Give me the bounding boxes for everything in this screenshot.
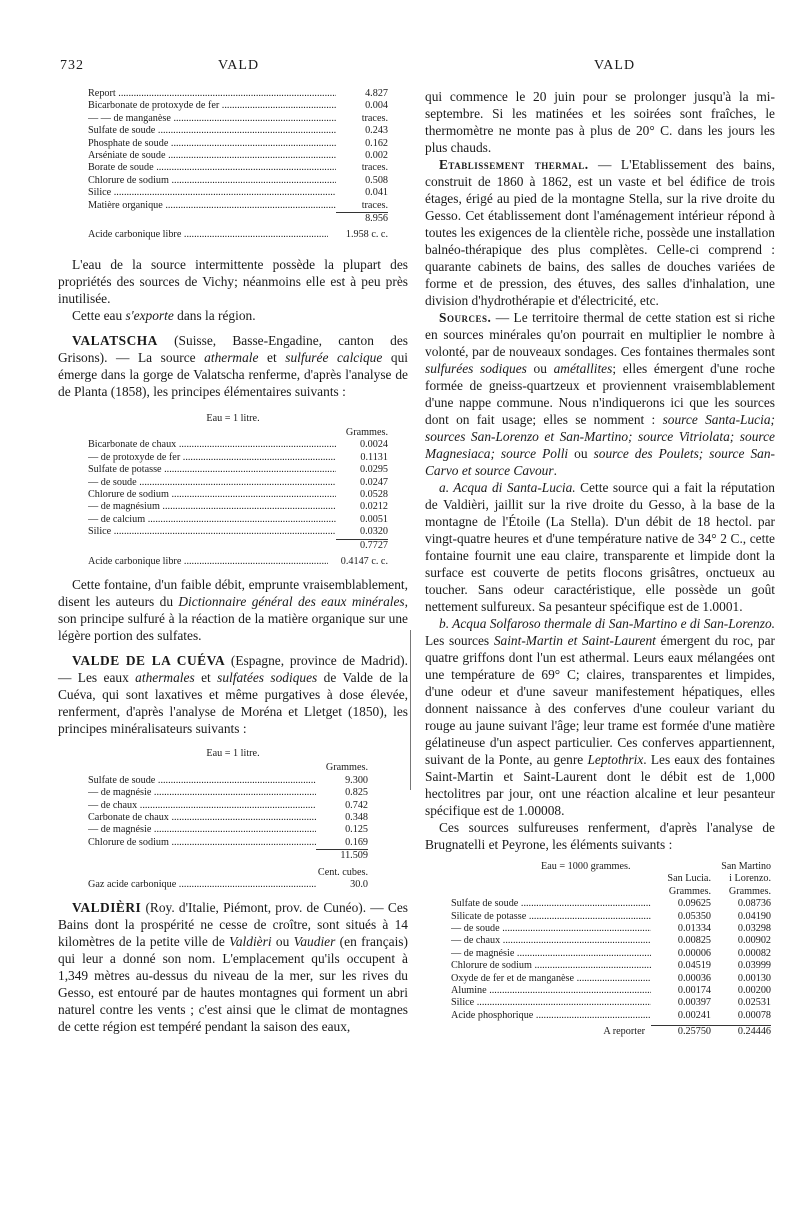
table-row xyxy=(88,464,388,476)
row-value-santa-lucia: 0.01334 xyxy=(677,923,711,935)
table-row xyxy=(451,935,771,947)
table-2-gas-name: Acide carbonique libre ..... xyxy=(88,556,328,568)
entry-valdieri: VALDIÈRI (Roy. d'Italie, Piémont, prov. de Cunéo). — Ces Bains dont la prospérité ne cesse de croître, sont situés à 14 kilomètres de la petite ville de Valdièri ou Vaudier (en français) qui leur a donné son nom. L'emplacement qu'ils occupent à 1,349 mètres au-dessus du niveau de la mer, sur les rives du Gesso, est entouré par de hautes montagnes qui forment un abri naturel contre les vents ; c'est ainsi que le climat de montagnes de cette région est tempéré pendant la saison des eaux, xyxy=(58,900,408,1035)
table-4-col-heads: San Lucia. i Lorenzo. xyxy=(667,873,771,885)
row-value: 0.041 xyxy=(365,187,388,199)
row-label: Sulfate de soude ..... xyxy=(88,125,336,137)
table-3-caption: Eau = 1 litre. xyxy=(206,748,260,760)
table-row xyxy=(451,898,771,910)
table-4-units: Grammes. Grammes. xyxy=(668,885,771,897)
table-row xyxy=(88,187,388,199)
row-value-san-martino: 0.00200 xyxy=(737,985,771,997)
row-value: 0.0051 xyxy=(359,513,388,525)
row-value-san-martino: 0.02531 xyxy=(737,997,771,1009)
row-label: Bicarbonate de chaux ..... xyxy=(88,439,336,451)
section-san-martino: b. Acqua Solfaroso thermale di San-Martino e di San-Lorenzo. Les sources Saint-Martin et Saint-Laurent émergent du roc, par quatre griffons dont l'un est athermal. Leurs eaux mélangées ont une température de 69° C; claires, transparentes et limpides, d'une odeur et d'une saveur manifestement hépatiques, elles donnent naissance à des conferves d'une couleur variant du rouge au jaune suivant l'âge; leur trame est formée d'une matière gélatineuse d'un aspect particulier. Ces conferves appartiennent, suivant de la Ponte, au genre Leptothrix. Les eaux des fontaines Saint-Martin et Saint-Laurent dont le débit est de 1,000 hectolitres par jour, ont une réaction alcaline et leur pesanteur spécifique est de 1.00008. xyxy=(425,616,775,818)
row-value-santa-lucia: 0.04519 xyxy=(677,960,711,972)
table-row xyxy=(88,138,388,150)
table-row xyxy=(451,948,771,960)
table-row xyxy=(88,837,368,849)
table-row xyxy=(88,800,368,812)
table-2-gas-value: 0.4147 c. c. xyxy=(340,555,388,567)
row-value: 0.125 xyxy=(345,824,368,836)
row-label: Carbonate de chaux ..... xyxy=(88,812,316,824)
row-label: Bicarbonate de protoxyde de fer ..... xyxy=(88,100,336,112)
row-label: Sulfate de potasse ..... xyxy=(88,464,336,476)
table-row xyxy=(451,973,771,985)
row-label: — de magnésium ..... xyxy=(88,501,336,513)
table-row xyxy=(88,477,388,489)
row-label: Acide phosphorique ..... xyxy=(451,1010,651,1022)
section-heading: Sources. xyxy=(439,310,492,325)
row-label: — de chaux ..... xyxy=(88,800,316,812)
row-label: Arséniate de soude ..... xyxy=(88,150,336,162)
table-row xyxy=(88,452,388,464)
table-row xyxy=(88,113,388,125)
row-value-santa-lucia: 0.00036 xyxy=(677,972,711,984)
paragraph: Cette fontaine, d'un faible débit, emprunte vraisemblablement, disent les auteurs du Dictionnaire général des eaux minérales, son principe sulfuré à la réaction de la matière organique sur une légère portion des sulfates. xyxy=(58,577,408,644)
row-value: 0.243 xyxy=(365,125,388,137)
table-row xyxy=(88,526,388,538)
row-value: 0.0295 xyxy=(359,464,388,476)
table-1-gas-name: Acide carbonique libre ..... xyxy=(88,229,328,241)
table-row xyxy=(88,162,388,174)
entry-valde-de-la-cueva: VALDE DE LA CUÉVA (Espagne, province de Madrid). — Les eaux athermales et sulfatées sodiques de Valde de la Cuéva, qui sont laxatives et même purgatives à dose élevée, renferment, d'après l'analyse de Moréna et Lletget (1850), les principes minéralisateurs suivants : xyxy=(58,653,409,737)
row-value: 0.002 xyxy=(365,150,388,162)
right-column xyxy=(425,88,775,1039)
table-2-summary xyxy=(88,539,388,569)
table-row xyxy=(88,150,388,162)
table-3-gas-unit: Cent. cubes. xyxy=(317,866,368,878)
table-2-caption: Eau = 1 litre. xyxy=(206,412,260,424)
table-row xyxy=(88,514,388,526)
row-value: 0.0247 xyxy=(359,476,388,488)
section-heading: a. Acqua di Santa-Lucia. xyxy=(439,480,576,495)
table-3-gas-name: Gaz acide carbonique ..... xyxy=(88,879,316,891)
table-row xyxy=(88,501,388,513)
row-value-san-martino: 0.04190 xyxy=(737,910,771,922)
row-label: — de protoxyde de fer ..... xyxy=(88,452,336,464)
entry-heading: VALDIÈRI xyxy=(72,900,142,916)
row-value-san-martino: 0.03999 xyxy=(737,960,771,972)
table-row xyxy=(88,489,388,501)
row-value: traces. xyxy=(361,199,388,211)
row-label: — de soude ..... xyxy=(88,477,336,489)
row-value: traces. xyxy=(361,112,388,124)
row-value: 4.827 xyxy=(365,88,388,99)
table-1-total: 8.956 xyxy=(336,212,388,225)
table-4 xyxy=(451,861,771,1039)
table-1-summary xyxy=(88,212,388,242)
row-label: Silice ..... xyxy=(451,997,651,1009)
row-label: Sulfate de soude ..... xyxy=(88,775,316,787)
row-value: 0.162 xyxy=(365,137,388,149)
row-label: — de soude ..... xyxy=(451,923,651,935)
section-santa-lucia: a. Acqua di Santa-Lucia. Cette source qui a fait la réputation de Valdièri, jaillit sur la rive droite du Gesso, à la base de la montagne de l'Étoile (La Stella). D'un débit de 18 hectol. par vingt-quatre heures et d'une température native de 34° 2 C., cette fontaine fournit une eau claire, transparente et limpide dont la surface est couverte de petits flocons grisâtres, onctueux au toucher. Sans odeur caractéristique, elle possède un goût nettement sulfureux. Sa pesanteur spécifique est de 1.0001. xyxy=(425,480,775,614)
table-3-summary xyxy=(88,849,368,891)
row-value: 0.0212 xyxy=(359,501,388,513)
row-label: Chlorure de sodium ..... xyxy=(451,960,651,972)
table-2-unit-row: Grammes. xyxy=(345,426,388,438)
table-row xyxy=(451,960,771,972)
row-value: 0.1131 xyxy=(360,451,388,463)
row-label: — de calcium ..... xyxy=(88,514,336,526)
table-row xyxy=(88,175,388,187)
table-3-unit-row: Grammes. xyxy=(325,762,368,774)
table-3 xyxy=(88,775,368,849)
row-value: 0.169 xyxy=(345,836,368,848)
row-value-santa-lucia: 0.00006 xyxy=(677,947,711,959)
row-label: Silicate de potasse ..... xyxy=(451,911,651,923)
row-value-santa-lucia: 0.00397 xyxy=(677,997,711,1009)
row-value-santa-lucia: 0.05350 xyxy=(677,910,711,922)
row-value-santa-lucia: 0.00825 xyxy=(677,935,711,947)
table-row xyxy=(88,787,368,799)
paragraph: Cette eau s'exporte dans la région. xyxy=(72,307,256,323)
row-label: — — de manganèse ..... xyxy=(88,113,336,125)
row-label: — de magnésie ..... xyxy=(88,824,316,836)
entry-valatscha: VALATSCHA (Suisse, Basse-Engadine, canton des Grisons). — La source athermale et sulfurée calcique qui émerge dans la gorge de Valatscha renferme, d'après l'analyse de de Planta (1858), les principes élémentaires suivants : xyxy=(58,332,408,399)
row-label: Matière organique ..... xyxy=(88,200,336,212)
table-row xyxy=(88,200,388,212)
row-label: — de magnésie ..... xyxy=(451,948,651,960)
running-title-left: VALD xyxy=(218,58,260,73)
table-1-gas-value: 1.958 c. c. xyxy=(345,229,388,241)
row-value: 0.825 xyxy=(345,787,368,799)
table-row xyxy=(451,911,771,923)
row-value: traces. xyxy=(361,162,388,174)
row-label: Chlorure de sodium ..... xyxy=(88,175,336,187)
section-heading: b. Acqua Solfaroso thermale di San-Martino e di San-Lorenzo. xyxy=(439,616,775,631)
table-2 xyxy=(88,439,388,538)
row-value-san-martino: 0.00082 xyxy=(737,947,771,959)
page-number: 732 xyxy=(60,58,84,73)
row-label: Silice ..... xyxy=(88,526,336,538)
row-value: 9.300 xyxy=(345,774,368,786)
section-heading: Etablissement thermal. xyxy=(439,157,589,172)
table-row xyxy=(88,88,388,100)
row-label: — de chaux ..... xyxy=(451,935,651,947)
table-row xyxy=(88,125,388,137)
table-4-total-row: A reporter 0.25750 0.24446 xyxy=(603,1026,771,1038)
left-column xyxy=(58,88,408,1035)
table-4-body xyxy=(451,898,771,1022)
paragraph: qui commence le 20 juin pour se prolonger jusqu'à la mi-septembre. Si les matinées et les soirées sont fraîches, le thermomètre ne monte pas à plus de 20° C. dans les jours les plus chauds. xyxy=(425,89,775,155)
table-3-gas-value: 30.0 xyxy=(350,879,368,890)
row-value-san-martino: 0.00130 xyxy=(737,972,771,984)
row-value-san-martino: 0.08736 xyxy=(737,898,771,910)
row-label: — de magnésie ..... xyxy=(88,787,316,799)
row-label: Borate de soude ..... xyxy=(88,162,336,174)
row-label: Sulfate de soude ..... xyxy=(451,898,651,910)
row-label: Chlorure de sodium ..... xyxy=(88,489,336,501)
row-value-san-martino: 0.00078 xyxy=(737,1009,771,1021)
paragraph: L'eau de la source intermittente possède la plupart des propriétés des sources de Vichy; néanmoins elle est à peu près inutilisée. xyxy=(58,256,408,306)
table-row xyxy=(451,923,771,935)
table-row xyxy=(88,812,368,824)
row-value: 0.004 xyxy=(365,100,388,112)
table-row xyxy=(451,997,771,1009)
table-row xyxy=(451,985,771,997)
row-label: Report ..... xyxy=(88,88,336,100)
row-value-san-martino: 0.03298 xyxy=(737,923,771,935)
table-row xyxy=(88,775,368,787)
section-sources: Sources. — Le territoire thermal de cette station est si riche en sources minérales qu'on pourrait en multiplier le nombre à volonté, par de nouveaux sondages. Ces fontaines thermales sont sulfurées sodiques ou amétallites; elles émergent d'une roche formée de gneiss-quartzeux et proviennent vraisemblablement d'une nappe commune. Nous n'indiquerons ici que les sources dont on fait usage; elles se nomment : source Santa-Lucia; sources San-Lorenzo et San-Martino; source Vitriolata; source Magnesiaca; source Polli ou source des Poulets; source San-Carvo et source Cavour. xyxy=(425,310,775,478)
row-label: Oxyde de fer et de manganèse ..... xyxy=(451,973,651,985)
paragraph: Ces sources sulfureuses renferment, d'après l'analyse de Brugnatelli et Peyrone, les éléments suivants : xyxy=(425,820,775,852)
row-value: 0.742 xyxy=(345,799,368,811)
row-label: Alumine ..... xyxy=(451,985,651,997)
row-value: 0.0320 xyxy=(359,526,388,538)
row-value-santa-lucia: 0.09625 xyxy=(677,898,711,910)
table-row xyxy=(451,1010,771,1022)
row-value-santa-lucia: 0.00174 xyxy=(677,985,711,997)
table-row xyxy=(88,439,388,451)
row-label: Phosphate de soude ..... xyxy=(88,138,336,150)
row-value: 0.0528 xyxy=(359,488,388,500)
entry-heading: VALATSCHA xyxy=(72,332,158,348)
row-label: Silice ..... xyxy=(88,187,336,199)
entry-heading: VALDE DE LA CUÉVA xyxy=(72,653,226,669)
table-row xyxy=(88,100,388,112)
table-2-total: 0.7727 xyxy=(336,539,388,552)
row-value-san-martino: 0.00902 xyxy=(737,935,771,947)
row-value: 0.508 xyxy=(365,174,388,186)
row-value: 0.0024 xyxy=(359,439,388,451)
table-3-total: 11.509 xyxy=(316,849,368,862)
row-value-santa-lucia: 0.00241 xyxy=(677,1009,711,1021)
table-row xyxy=(88,824,368,836)
row-value: 0.348 xyxy=(345,811,368,823)
running-title-right: VALD xyxy=(594,58,636,73)
table-1 xyxy=(88,88,388,212)
section-etablissement: Etablissement thermal. — L'Etablissement des bains, construit de 1860 à 1862, est un vaste et bel édifice de trois étages, érigé au pied de la montagne Stella, sur la rive droite du Gesso. Cet établissement dont l'aménagement intérieur répond à toutes les exigences de la clientèle riche, possède une installation balnéo-thérapique des plus complètes. Celle-ci comprend : quarante cabinets de bains, des salles de douches variées de forme et de pression, des étuves, des salles d'inhalation, une division d'hydrothérapie et d'électricité, etc. xyxy=(425,157,775,308)
column-divider xyxy=(410,630,411,790)
table-4-header: Eau = 1000 grammes. San Martino xyxy=(541,861,771,872)
row-label: Chlorure de sodium ..... xyxy=(88,837,316,849)
